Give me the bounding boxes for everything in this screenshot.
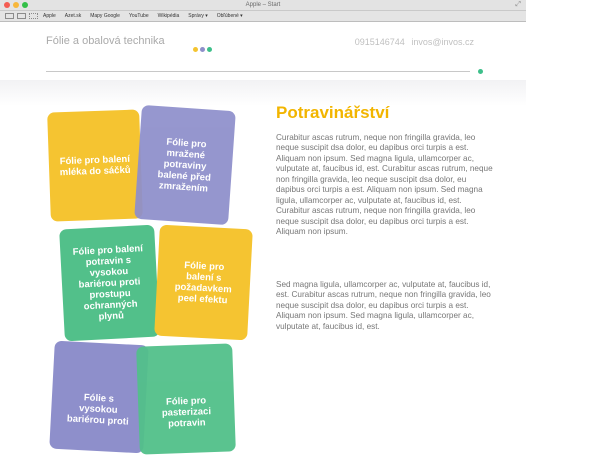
- card-pasteurization[interactable]: [136, 343, 236, 454]
- section-paragraph-2: Sed magna ligula, ullamcorper ac, vulputate at, faucibus id, est. Curabitur ascas rutrum, neque non fringilla gravida, leo neque suscipit dsa dolor, eu dapibus orci turpis a est. Aliquam non ipsum. Sed magna ligula, ullamcorper ac, vulputate at, faucibus id, est.: [276, 280, 491, 331]
- window-title: Apple – Start: [245, 2, 281, 8]
- bookmarks-book-icon[interactable]: [17, 13, 26, 19]
- section-title: Potravinářství: [276, 103, 390, 122]
- header-divider: [46, 71, 470, 72]
- card-milk-sachets[interactable]: [47, 109, 143, 221]
- bookmark-youtube[interactable]: YouTube: [128, 13, 149, 19]
- reading-list-icon[interactable]: [5, 13, 14, 19]
- card-label: Fólie pro pasterizaci potravin: [161, 394, 212, 430]
- card-label: Fólie pro balení s požadavkem peel efektu: [174, 259, 232, 306]
- card-label: Fólie pro mražené potraviny balené před zmražením: [157, 136, 212, 195]
- card-barrier-gas[interactable]: [59, 225, 160, 342]
- green-dot-icon: [207, 47, 212, 52]
- fullscreen-icon[interactable]: ⤢: [515, 1, 521, 8]
- section-paragraph-1: Curabitur ascas rutrum, neque non fringilla gravida, leo neque suscipit dsa dolor, eu dapibus orci turpis a est. Aliquam non ipsum. Sed magna ligula, ullamcorper ac, vulputate at, faucibus id, est. Curabitur ascas rutrum, neque non fringilla gravida, leo neque suscipit dsa dolor, eu dapibus orci turpis a est. Aliquam non ipsum. Sed magna ligula, ullamcorper ac, vulputate at, faucibus id, est. Curabitur ascas rutrum, neque non fringilla gravida, leo neque suscipit dsa dolor, eu dapibus orci turpis a est. Aliquam non ipsum.: [276, 133, 493, 237]
- bookmark-apple[interactable]: Apple: [43, 13, 56, 19]
- bookmark-mapy-google[interactable]: Mapy Google: [90, 13, 120, 19]
- bookmark-spravy-menu[interactable]: Správy ▾: [188, 13, 208, 19]
- card-label: Fólie pro balení mléka do sáčků: [59, 153, 131, 178]
- bookmark-oblubene-menu[interactable]: Obľúbené ▾: [216, 13, 243, 19]
- bookmark-azet[interactable]: Azet.sk: [64, 13, 82, 19]
- card-frozen-food[interactable]: [134, 105, 236, 225]
- brand-dots: [193, 39, 214, 57]
- divider-dot-icon: [478, 69, 483, 74]
- card-label: Fólie s vysokou bariérou proti: [66, 391, 129, 428]
- site-header: [0, 22, 526, 80]
- window-titlebar: [0, 0, 526, 11]
- purple-dot-icon: [200, 47, 205, 52]
- email-link[interactable]: invos@invos.cz: [411, 37, 474, 47]
- card-label: Fólie pro balení potravin s vysokou bariérou proti prostupu ochranných plynů: [72, 242, 144, 323]
- card-high-barrier[interactable]: [49, 341, 149, 454]
- bookmark-wikipedia[interactable]: Wikipédia: [157, 13, 180, 19]
- card-peel-effect[interactable]: [154, 225, 253, 341]
- phone-number: 0915146744: [354, 37, 405, 47]
- contact-info: [351, 37, 474, 47]
- yellow-dot-icon: [193, 47, 198, 52]
- top-sites-grid-icon[interactable]: [29, 13, 38, 19]
- bookmarks-bar: [0, 11, 526, 22]
- site-title[interactable]: Fólie a obalová technika: [46, 35, 165, 47]
